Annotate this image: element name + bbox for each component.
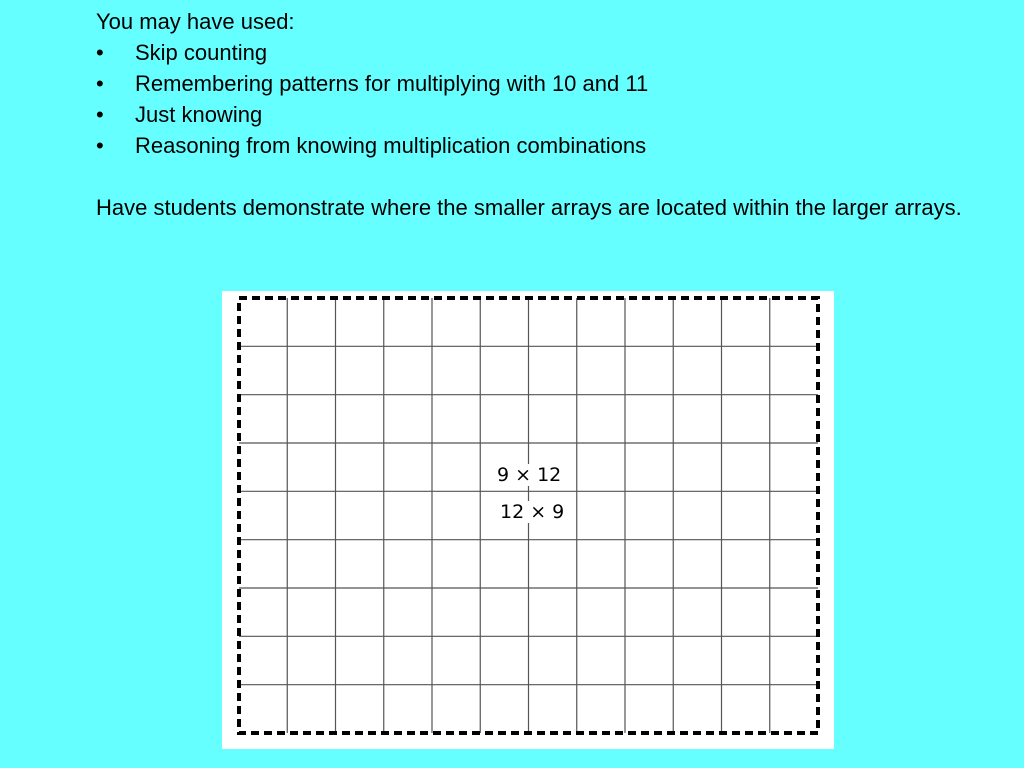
spacer: [96, 161, 976, 192]
list-item: [96, 68, 976, 99]
list-item: [96, 37, 976, 68]
list-item-text: Just knowing: [135, 102, 263, 127]
array-figure: [222, 291, 834, 749]
instruction-text: Have students demonstrate where the smaller arrays are located within the larger arrays.: [96, 195, 962, 220]
list-item-text: Remembering patterns for multiplying with 10 and 11: [135, 71, 649, 96]
list-item: [96, 99, 976, 130]
slide-text: [96, 6, 976, 223]
list-item-text: Reasoning from knowing multiplication combinations: [135, 133, 647, 158]
list-item: [96, 130, 976, 161]
bullet-icon: •: [96, 133, 104, 158]
strategy-list: [96, 37, 976, 161]
intro-line: You may have used:: [96, 9, 295, 34]
bullet-icon: •: [96, 102, 104, 127]
array-label-primary: 9 × 12: [494, 464, 564, 486]
list-item-text: Skip counting: [135, 40, 268, 65]
array-label-secondary: 12 × 9: [497, 501, 567, 523]
bullet-icon: •: [96, 71, 104, 96]
bullet-icon: •: [96, 40, 104, 65]
